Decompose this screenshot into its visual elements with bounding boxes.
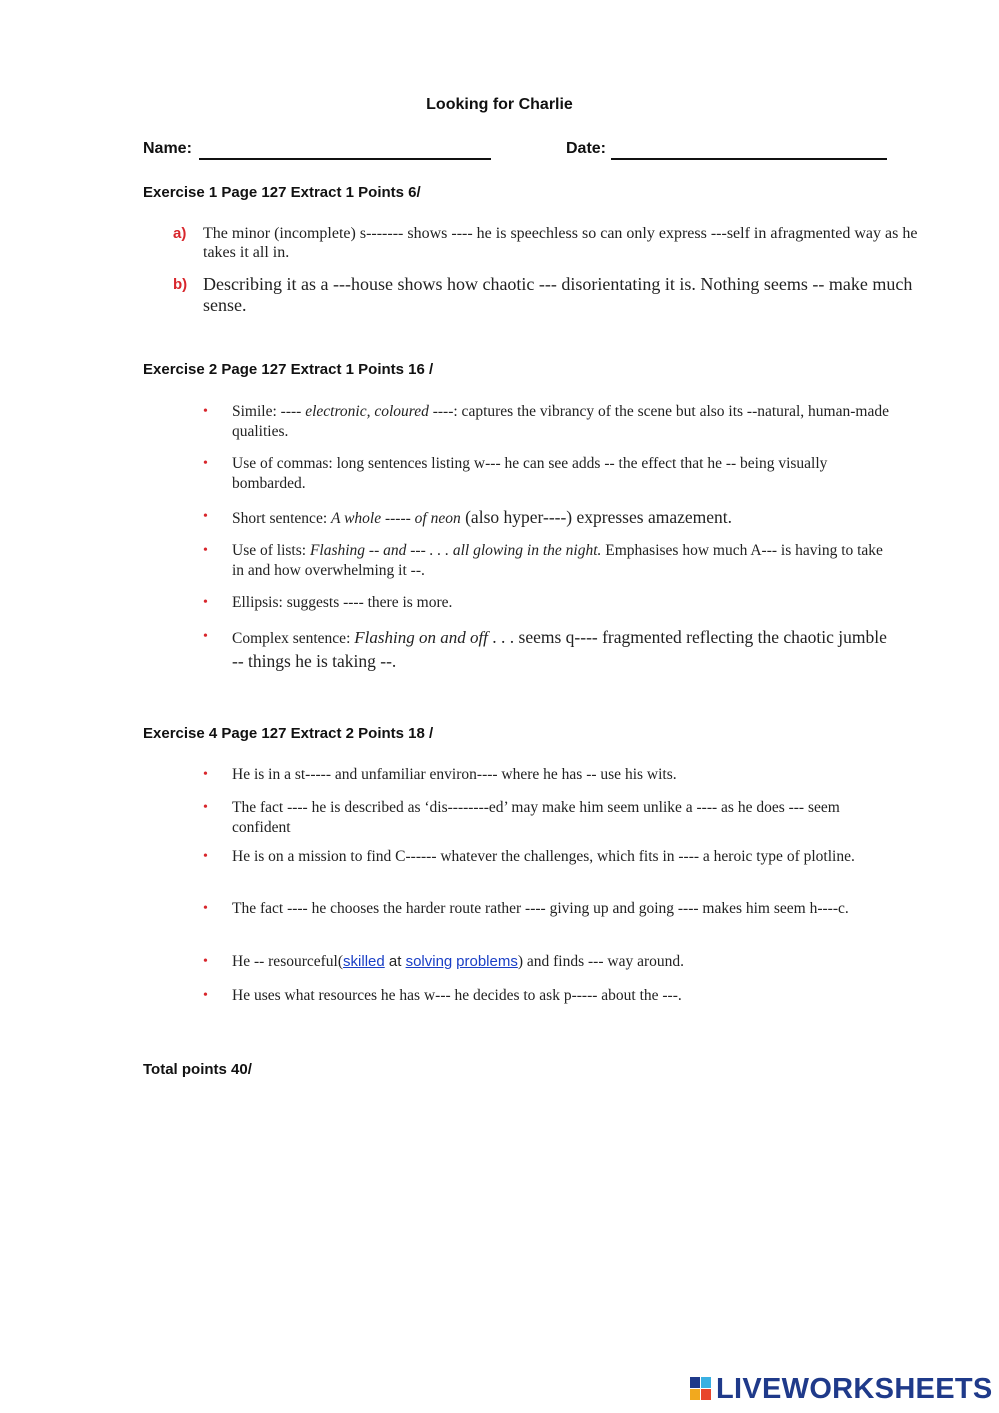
- bullet-icon: •: [203, 595, 208, 610]
- exercise-4-item: [203, 986, 893, 1006]
- item-text: He is in a st----- and unfamiliar environ---- where he has -- use his wits.: [232, 766, 677, 783]
- bullet-icon: •: [203, 629, 208, 644]
- item-text: Complex sentence: Flashing on and off . . . seems q---- fragmented reflecting the chaotic jumble -- things he is taking --.: [232, 627, 887, 671]
- name-field[interactable]: [199, 158, 491, 160]
- exercise-1-heading: Exercise 1 Page 127 Extract 1 Points 6/: [143, 184, 421, 201]
- exercise-2-heading: Exercise 2 Page 127 Extract 1 Points 16 /: [143, 361, 434, 378]
- exercise-4-item: [203, 765, 893, 785]
- exercise-2-item-lists: [203, 541, 893, 581]
- exercise-1-item-a: [173, 224, 923, 262]
- exercise-2-item-simile: [203, 402, 893, 442]
- item-text: The fact ---- he chooses the harder route rather ---- giving up and going ---- makes him seem h----c.: [232, 900, 849, 917]
- exercise-2-item-ellipsis: [203, 593, 893, 613]
- item-text: Use of commas: long sentences listing w--- he can see adds -- the effect that he -- being visually bombarded.: [232, 455, 828, 492]
- item-text: Short sentence: A whole ----- of neon (also hyper----) expresses amazement.: [232, 507, 732, 527]
- worksheet-title: Looking for Charlie: [426, 96, 573, 113]
- bullet-icon: •: [203, 901, 208, 916]
- date-label: Date:: [566, 140, 607, 157]
- item-text: Simile: ---- electronic, coloured ----: captures the vibrancy of the scene but also its --natural, human-made qualities.: [232, 403, 889, 440]
- item-marker: b): [173, 276, 188, 293]
- liveworksheets-logo: [690, 1373, 993, 1405]
- link-solving[interactable]: solving: [405, 953, 453, 970]
- date-field[interactable]: [611, 158, 887, 160]
- bullet-icon: •: [203, 988, 208, 1003]
- item-text: Describing it as a ---house shows how chaotic --- disorientating it is. Nothing seems -- make much sense.: [203, 274, 913, 315]
- bullet-icon: •: [203, 543, 208, 558]
- exercise-1-item-b: [173, 274, 923, 316]
- logo-blocks-icon: [690, 1377, 712, 1401]
- item-text: The minor (incomplete) s------- shows ---- he is speechless so can only express ---self in afragmented way as he takes it all in.: [203, 225, 918, 261]
- item-text: He is on a mission to find C------ whatever the challenges, which fits in ---- a heroic type of plotline.: [232, 848, 855, 865]
- bullet-icon: •: [203, 954, 208, 969]
- bullet-icon: •: [203, 767, 208, 782]
- bullet-icon: •: [203, 849, 208, 864]
- link-problems[interactable]: problems: [456, 953, 518, 970]
- exercise-2-item-short-sentence: [203, 507, 893, 529]
- name-label: Name:: [143, 140, 192, 157]
- item-text: He uses what resources he has w--- he decides to ask p----- about the ---.: [232, 987, 682, 1004]
- item-text: Use of lists: Flashing -- and --- . . . all glowing in the night. Emphasises how much A--- is having to take in and how overwhelming it --.: [232, 542, 883, 579]
- bullet-icon: •: [203, 456, 208, 471]
- exercise-4-item-resourceful: [203, 952, 893, 972]
- exercise-4-item: [203, 899, 893, 919]
- total-points: Total points 40/: [143, 1061, 252, 1078]
- name-date-row: [143, 140, 903, 162]
- exercise-4-heading: Exercise 4 Page 127 Extract 2 Points 18 /: [143, 725, 434, 742]
- item-text: Ellipsis: suggests ---- there is more.: [232, 594, 453, 611]
- bullet-icon: •: [203, 800, 208, 815]
- bullet-icon: •: [203, 509, 208, 524]
- exercise-2-item-complex-sentence: [203, 626, 893, 674]
- bullet-icon: •: [203, 404, 208, 419]
- item-marker: a): [173, 225, 187, 242]
- item-text: The fact ---- he is described as ‘dis--------ed’ may make him seem unlike a ---- as he does --- seem confident: [232, 799, 840, 836]
- item-text: He -- resourceful(skilled at solving problems) and finds --- way around.: [232, 953, 684, 970]
- link-skilled[interactable]: skilled: [343, 953, 385, 970]
- exercise-2-item-commas: [203, 454, 893, 494]
- exercise-4-item: [203, 798, 893, 838]
- exercise-4-item: [203, 847, 893, 867]
- logo-text: LIVEWORKSHEETS: [716, 1373, 993, 1405]
